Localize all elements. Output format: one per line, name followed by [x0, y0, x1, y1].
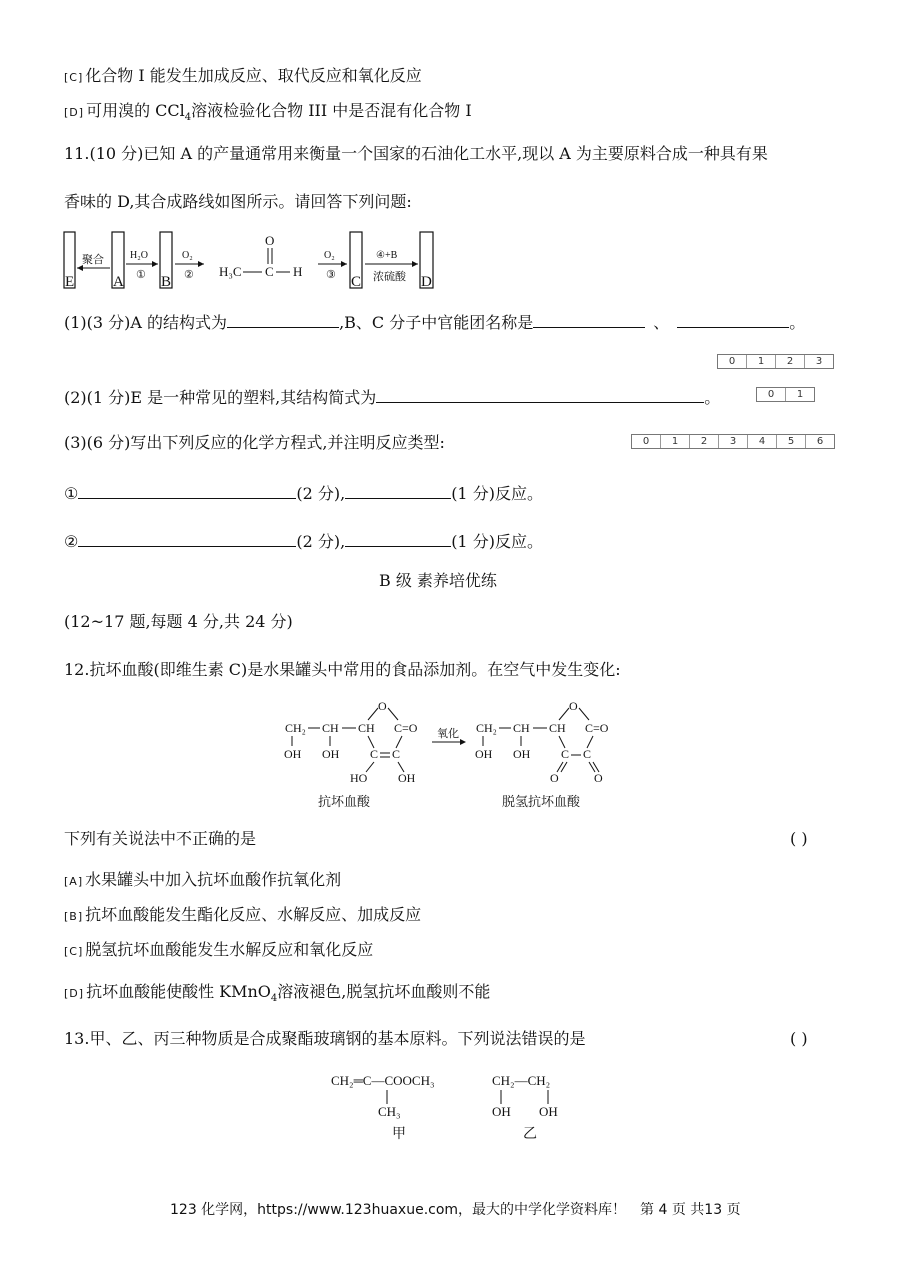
- score-cell[interactable]: 0: [767, 389, 775, 400]
- mol1-label: 抗坏血酸: [318, 794, 371, 809]
- score-box-q1: [717, 354, 834, 369]
- q12-option-a[interactable]: [64, 870, 341, 892]
- synthesis-route-diagram: [62, 228, 442, 292]
- equation-1: [64, 482, 543, 504]
- equation-score-1: (2 分),: [296, 484, 346, 503]
- q11-part1-a: (1)(3 分)A 的结构式为: [64, 313, 228, 332]
- yi-label: 乙: [523, 1127, 537, 1142]
- section-b-title: B 级 素养培优练: [379, 571, 497, 590]
- node-a: A: [113, 274, 124, 290]
- option-text: 化合物 I 能发生加成反应、取代反应和氧化反应: [85, 66, 422, 85]
- q11-part2-a: (2)(1 分)E 是一种常见的塑料,其结构简式为: [64, 388, 377, 407]
- answer-blank[interactable]: [227, 311, 339, 328]
- answer-blank[interactable]: [78, 482, 296, 499]
- score-box-q2: [756, 387, 815, 402]
- group-oh: OH: [398, 771, 416, 785]
- atom-o-ring: O: [378, 700, 387, 713]
- option-tag: [A]: [64, 875, 84, 888]
- jia-main: CH₂═C—COOCH₃: [331, 1073, 435, 1088]
- answer-blank[interactable]: [677, 311, 789, 328]
- q13-stem: 13.甲、乙、丙三种物质是合成聚酯玻璃钢的基本原料。下列说法错误的是: [64, 1029, 586, 1048]
- q11-part1-c: 、: [653, 313, 670, 332]
- equation-2: [64, 530, 543, 552]
- option-tag: [C]: [64, 71, 84, 84]
- equation-number: ①: [64, 484, 79, 503]
- score-cell[interactable]: 1: [660, 435, 689, 448]
- page-number: 第 4 页 共13 页: [640, 1202, 741, 1218]
- score-cell[interactable]: 1: [785, 388, 814, 401]
- atom-o: O: [594, 771, 603, 785]
- atom-ch: CH: [322, 721, 339, 735]
- score-box-q3: [631, 434, 835, 449]
- q11-stem-line1: 11.(10 分)已知 A 的产量通常用来衡量一个国家的石油化工水平,现以 A 为主要原料合成一种具有果: [64, 144, 768, 163]
- ascorbic-acid-diagram: [280, 700, 630, 812]
- score-cell[interactable]: 0: [728, 356, 736, 367]
- atom-ch: CH: [513, 721, 530, 735]
- q11-stem-line2: 香味的 D,其合成路线如图所示。请回答下列问题:: [64, 192, 412, 211]
- q12-option-d[interactable]: [64, 982, 490, 1009]
- label-step2: ②: [184, 269, 194, 281]
- score-cell[interactable]: 1: [746, 355, 775, 368]
- score-cell[interactable]: 2: [689, 435, 718, 448]
- label-step1: ①: [136, 269, 146, 281]
- section-b-note: (12~17 题,每题 4 分,共 24 分): [64, 612, 293, 631]
- q12-option-b[interactable]: [64, 905, 421, 927]
- score-cell[interactable]: 3: [718, 435, 747, 448]
- q11-part2: [64, 386, 720, 408]
- equation-number: ②: [64, 532, 79, 551]
- ald-c: C: [265, 264, 274, 279]
- footer: [170, 1200, 741, 1220]
- option-text: 脱氢抗坏血酸能发生水解反应和氧化反应: [85, 940, 374, 959]
- option-tag: [C]: [64, 945, 84, 958]
- option-text: 水果罐头中加入抗坏血酸作抗氧化剂: [85, 870, 342, 889]
- yi-main: CH₂—CH₂: [492, 1073, 551, 1088]
- label-juhe: 聚合: [82, 254, 104, 266]
- ald-o: O: [265, 233, 275, 248]
- q12-stem: 12.抗坏血酸(即维生素 C)是水果罐头中常用的食品添加剂。在空气中发生变化:: [64, 660, 621, 679]
- q12-option-c[interactable]: [64, 940, 373, 962]
- subscript: 4: [184, 112, 192, 124]
- q11-part2-b: 。: [704, 388, 721, 407]
- score-cell[interactable]: 2: [775, 355, 804, 368]
- footer-site[interactable]: 123 化学网，https://www.123huaxue.com，最大的中学化学资料库！: [170, 1202, 627, 1218]
- atom-co: C=O: [585, 721, 609, 735]
- option-tag: [B]: [64, 910, 84, 923]
- node-b: B: [161, 274, 172, 290]
- atom-ch-ring: CH: [358, 721, 375, 735]
- answer-blank[interactable]: [345, 530, 451, 547]
- label-nongliusuan: 浓硫酸: [373, 271, 406, 283]
- score-cell[interactable]: 0: [642, 436, 650, 447]
- atom-o: O: [550, 771, 559, 785]
- label-o2a: O₂: [182, 250, 193, 261]
- answer-paren[interactable]: ( ): [790, 829, 808, 848]
- option-text-b: 溶液检验化合物 III 中是否混有化合物 I: [191, 101, 472, 120]
- group-oh: OH: [322, 747, 340, 761]
- option-text: 抗坏血酸能使酸性 KMnO: [86, 982, 271, 1001]
- option-tag: [D]: [64, 987, 85, 1000]
- answer-blank[interactable]: [345, 482, 451, 499]
- node-d: D: [421, 274, 432, 290]
- group-oh: OH: [475, 747, 493, 761]
- label-o2b: O₂: [324, 250, 335, 261]
- label-h2o: H₂O: [130, 250, 148, 261]
- option-text-b: 溶液褪色,脱氢抗坏血酸则不能: [277, 982, 491, 1001]
- yi-oh1: OH: [492, 1104, 511, 1119]
- ald-h: H: [293, 264, 303, 279]
- answer-blank[interactable]: [376, 386, 704, 403]
- answer-paren[interactable]: ( ): [790, 1029, 808, 1048]
- answer-blank[interactable]: [78, 530, 296, 547]
- q12-ask: 下列有关说法中不正确的是: [64, 829, 257, 848]
- arrow-label: 氧化: [437, 728, 459, 740]
- atom-c2: C: [583, 747, 592, 761]
- q11-part3: (3)(6 分)写出下列反应的化学方程式,并注明反应类型:: [64, 433, 445, 452]
- equation-score-2: (1 分)反应。: [451, 484, 543, 503]
- subscript: 4: [270, 993, 278, 1005]
- answer-blank[interactable]: [533, 311, 645, 328]
- option-text: 抗坏血酸能发生酯化反应、水解反应、加成反应: [85, 905, 422, 924]
- jia-ch3: CH₃: [378, 1104, 401, 1119]
- equation-score-1: (2 分),: [296, 532, 346, 551]
- option-tag: [D]: [64, 106, 85, 119]
- mol2-label: 脱氢抗坏血酸: [502, 794, 581, 809]
- atom-o-ring: O: [569, 700, 578, 713]
- node-e: E: [65, 274, 75, 290]
- score-cell[interactable]: 5: [776, 435, 805, 448]
- label-step3: ③: [326, 269, 336, 281]
- atom-ch-ring: CH: [549, 721, 566, 735]
- q11-part1-d: 。: [789, 313, 806, 332]
- group-oh: OH: [284, 747, 302, 761]
- atom-co: C=O: [394, 721, 418, 735]
- jia-label: 甲: [392, 1127, 406, 1142]
- group-oh: OH: [513, 747, 531, 761]
- node-c: C: [351, 274, 362, 290]
- q11-part1: [64, 311, 805, 333]
- score-cell[interactable]: 4: [747, 435, 776, 448]
- atom-c2: C: [392, 747, 401, 761]
- option-c: [64, 66, 422, 88]
- equation-score-2: (1 分)反应。: [451, 532, 543, 551]
- score-cell[interactable]: 6: [805, 435, 834, 448]
- q13-structures: [326, 1066, 586, 1148]
- label-step4: ④+B: [376, 250, 398, 261]
- yi-oh2: OH: [539, 1104, 558, 1119]
- group-ho: HO: [350, 771, 368, 785]
- atom-c1: C: [370, 747, 379, 761]
- option-text: 可用溴的 CCl: [86, 101, 185, 120]
- ald-h3c: H₃C: [219, 264, 242, 279]
- q11-part1-b: ,B、C 分子中官能团名称是: [339, 313, 534, 332]
- score-cell[interactable]: 3: [804, 355, 833, 368]
- atom-ch2: CH₂: [476, 721, 497, 735]
- atom-ch2: CH₂: [285, 721, 306, 735]
- option-d: [64, 101, 472, 128]
- atom-c1: C: [561, 747, 570, 761]
